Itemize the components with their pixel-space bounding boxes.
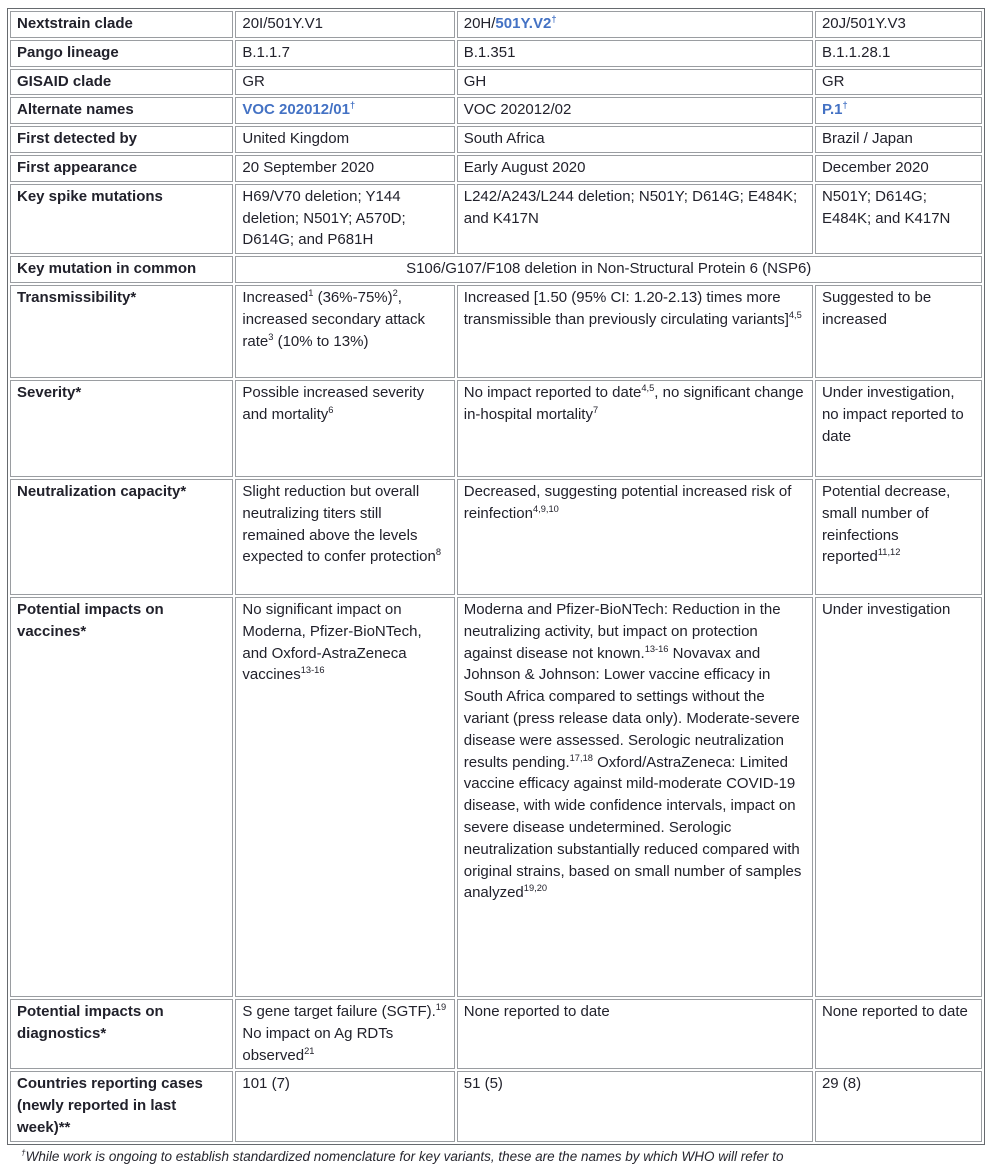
cell-variant-3: None reported to date: [815, 999, 982, 1069]
cell-variant-1: 20 September 2020: [235, 155, 454, 182]
cell-variant-1: GR: [235, 69, 454, 96]
cell-merged-common-mutation: S106/G107/F108 deletion in Non-Structural Protein 6 (NSP6): [235, 256, 982, 283]
cell-variant-2: Early August 2020: [457, 155, 813, 182]
row-key-spike-mutations: [10, 184, 982, 254]
row-countries-reporting: [10, 1071, 982, 1141]
cell-variant-3: December 2020: [815, 155, 982, 182]
alternate-name-voc1: VOC 202012/01†: [242, 100, 356, 119]
row-label: Key mutation in common: [10, 256, 233, 283]
row-label: First appearance: [10, 155, 233, 182]
nomenclature-footnote: †While work is ongoing to establish standardized nomenclature for key variants, these are the names by which WHO will refer to: [21, 1147, 784, 1164]
cell-variant-3: Under investigation: [815, 597, 982, 997]
row-gisaid-clade: [10, 69, 982, 96]
row-first-detected-by: [10, 126, 982, 153]
row-label: Alternate names: [10, 97, 233, 124]
cell-variant-2: [457, 11, 813, 38]
cell-variant-2: VOC 202012/02: [457, 97, 813, 124]
cell-variant-1: No significant impact on Moderna, Pfizer-BioNTech, and Oxford-AstraZeneca vaccines$^{13-16}$: [235, 597, 454, 997]
cell-variant-2: B.1.351: [457, 40, 813, 67]
cell-variant-1: H69/V70 deletion; Y144 deletion; N501Y; A570D; D614G; and P681H: [235, 184, 454, 254]
row-label: Pango lineage: [10, 40, 233, 67]
cell-variant-3: Potential decrease, small number of reinfections reported$^{11,12}$: [815, 479, 982, 595]
row-label: Neutralization capacity*: [10, 479, 233, 595]
cell-variant-2: 51 (5): [457, 1071, 813, 1141]
cell-variant-2: Moderna and Pfizer-BioNTech: Reduction in the neutralizing activity, but impact on protection against disease not known.$^{13-16}$ Novavax and Johnson & Johnson: Lower vaccine efficacy in South Africa compared to settings without the variant (press release data only). Moderate-severe disease were assessed. Serologic neutralization results pending.$^{17,18}$ Oxford/AstraZeneca: Limited vaccine efficacy against mild-moderate COVID-19 disease, with wide confidence intervals, impact on severe disease undetermined. Serologic neutralization substantially reduced compared with original strains, based on small number of samples analyzed$^{19,20}$: [457, 597, 813, 997]
cell-variant-1: B.1.1.7: [235, 40, 454, 67]
cell-variant-2: GH: [457, 69, 813, 96]
row-diagnostics-impacts: [10, 999, 982, 1069]
cell-variant-2: L242/A243/L244 deletion; N501Y; D614G; E484K; and K417N: [457, 184, 813, 254]
cell-variant-3: 29 (8): [815, 1071, 982, 1141]
cell-variant-3: 20J/501Y.V3: [815, 11, 982, 38]
row-label: Potential impacts on vaccines*: [10, 597, 233, 997]
row-nextstrain-clade: [10, 11, 982, 38]
cell-variant-2: No impact reported to date$^{4,5}$, no significant change in-hospital mortality$^7$: [457, 380, 813, 477]
cell-variant-1: Slight reduction but overall neutralizing titers still remained above the levels expected to confer protection$^8$: [235, 479, 454, 595]
row-key-mutation-common: [10, 256, 982, 283]
row-label: Nextstrain clade: [10, 11, 233, 38]
cell-variant-2: None reported to date: [457, 999, 813, 1069]
row-label: First detected by: [10, 126, 233, 153]
cell-variant-1: Possible increased severity and mortality$^6$: [235, 380, 454, 477]
cell-variant-3: Suggested to be increased: [815, 285, 982, 378]
cell-variant-1: S gene target failure (SGTF).$^{19}$ No impact on Ag RDTs observed$^{21}$: [235, 999, 454, 1069]
variant-comparison-table: [7, 8, 985, 1145]
cell-variant-2: South Africa: [457, 126, 813, 153]
row-label: Severity*: [10, 380, 233, 477]
cell-variant-3: [815, 97, 982, 124]
cell-variant-3: N501Y; D614G; E484K; and K417N: [815, 184, 982, 254]
row-label: Transmissibility*: [10, 285, 233, 378]
cell-variant-1: 101 (7): [235, 1071, 454, 1141]
row-alternate-names: [10, 97, 982, 124]
row-label: Potential impacts on diagnostics*: [10, 999, 233, 1069]
clade-prefix: 20H/: [463, 15, 496, 32]
row-transmissibility: [10, 285, 982, 378]
alternate-name-p1: P.1†: [821, 100, 848, 119]
row-label: Key spike mutations: [10, 184, 233, 254]
cell-variant-1: United Kingdom: [235, 126, 454, 153]
row-neutralization-capacity: [10, 479, 982, 595]
row-first-appearance: [10, 155, 982, 182]
cell-variant-2: Decreased, suggesting potential increased risk of reinfection$^{4,9,10}$: [457, 479, 813, 595]
cell-variant-1: 20I/501Y.V1: [235, 11, 454, 38]
cell-variant-1: [235, 97, 454, 124]
cell-variant-3: Brazil / Japan: [815, 126, 982, 153]
cell-variant-2: Increased [1.50 (95% CI: 1.20-2.13) times more transmissible than previously circulating variants]$^{4,5}$: [457, 285, 813, 378]
row-pango-lineage: [10, 40, 982, 67]
clade-who-name: 501Y.V2†: [495, 14, 557, 32]
row-label: Countries reporting cases (newly reported in last week)**: [10, 1071, 233, 1141]
row-label: GISAID clade: [10, 69, 233, 96]
cell-variant-3: Under investigation, no impact reported to date: [815, 380, 982, 477]
cell-variant-3: GR: [815, 69, 982, 96]
cell-variant-3: B.1.1.28.1: [815, 40, 982, 67]
row-vaccine-impacts: [10, 597, 982, 997]
row-severity: [10, 380, 982, 477]
cell-variant-1: Increased$^1$ $(36\%-75\%)^2$, increased secondary attack rate$^3$ (10% to 13%): [235, 285, 454, 378]
